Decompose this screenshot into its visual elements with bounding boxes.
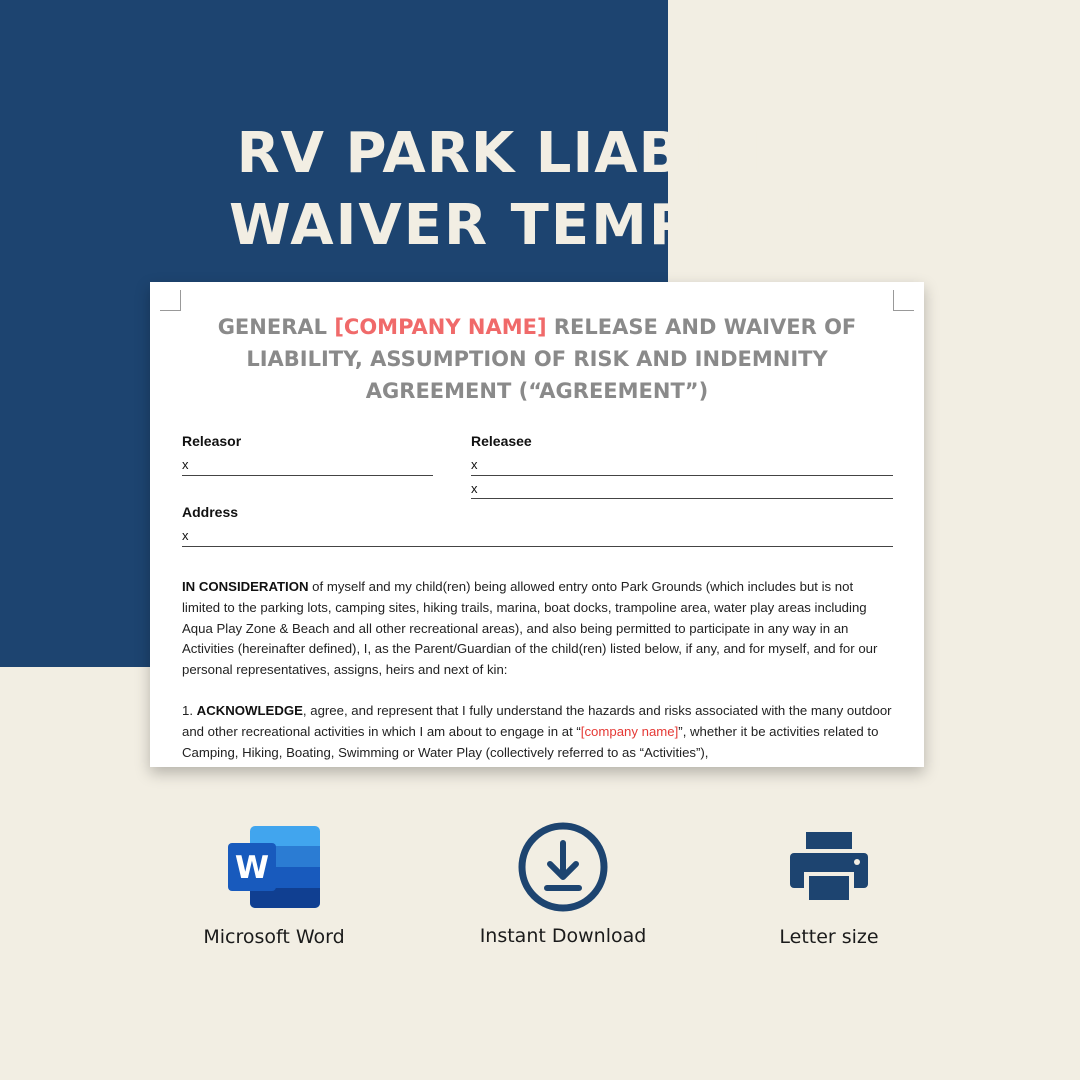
download-icon — [517, 821, 609, 913]
title-line-2: WAIVER TEMPLATE — [229, 193, 851, 258]
releasor-line — [182, 475, 433, 476]
feature-microsoft-word — [174, 826, 374, 948]
releasor-label: Releasor — [182, 433, 242, 449]
printer-icon — [790, 832, 868, 900]
address-value: x — [182, 528, 189, 543]
feature-letter-size — [729, 832, 929, 948]
page-corner-mark-left — [160, 290, 181, 311]
address-label: Address — [182, 504, 239, 520]
address-line — [182, 546, 893, 547]
releasee-value-2: x — [471, 481, 478, 496]
title-line-1: RV PARK LIABILITY — [236, 121, 844, 186]
releasee-line-1 — [471, 475, 893, 476]
document-preview — [150, 282, 924, 767]
page-corner-mark-right — [893, 290, 914, 311]
releasor-value: x — [182, 457, 189, 472]
feature-label-download: Instant Download — [479, 925, 647, 947]
svg-text:W: W — [234, 850, 270, 886]
page-title — [0, 118, 1080, 262]
feature-label-word: Microsoft Word — [203, 926, 345, 948]
company-name-inline-placeholder: [company name] — [580, 723, 679, 739]
company-name-placeholder: [COMPANY NAME] — [334, 315, 547, 339]
feature-instant-download — [463, 821, 663, 947]
releasee-value-1: x — [471, 457, 478, 472]
consideration-paragraph: IN CONSIDERATION of myself and my child(ren) being allowed entry onto Park Grounds (which includes but is not limited to the parking lots, camping sites, hiking trails, marina, boat docks, trampoline area, water play areas including Aqua Play Zone & Beach and all other recreational areas), and also being permitted to participate in any way in an Activities (hereinafter defined), I, as the Parent/Guardian of the child(ren) listed below, if any, and for myself, and for our personal representatives, assigns, heirs and next of kin: — [182, 579, 878, 678]
releasee-label: Releasee — [471, 433, 532, 449]
document-title: GENERAL [COMPANY NAME] RELEASE AND WAIVER OF LIABILITY, ASSUMPTION OF RISK AND INDEMNITY AGREEMENT (“AGREEMENT”) — [217, 315, 857, 403]
feature-label-letter: Letter size — [779, 926, 879, 948]
acknowledge-paragraph: 1. ACKNOWLEDGE, agree, and represent that I fully understand the hazards and risks associated with the many outdoor and other recreational activities in which I am about to engage in at “[company name]”, whether it be activities related to Camping, Hiking, Boating, Swimming or Water Play (collectively referred to as “Activities”), — [182, 703, 892, 760]
microsoft-word-icon — [228, 826, 320, 908]
releasee-line-2 — [471, 498, 893, 499]
